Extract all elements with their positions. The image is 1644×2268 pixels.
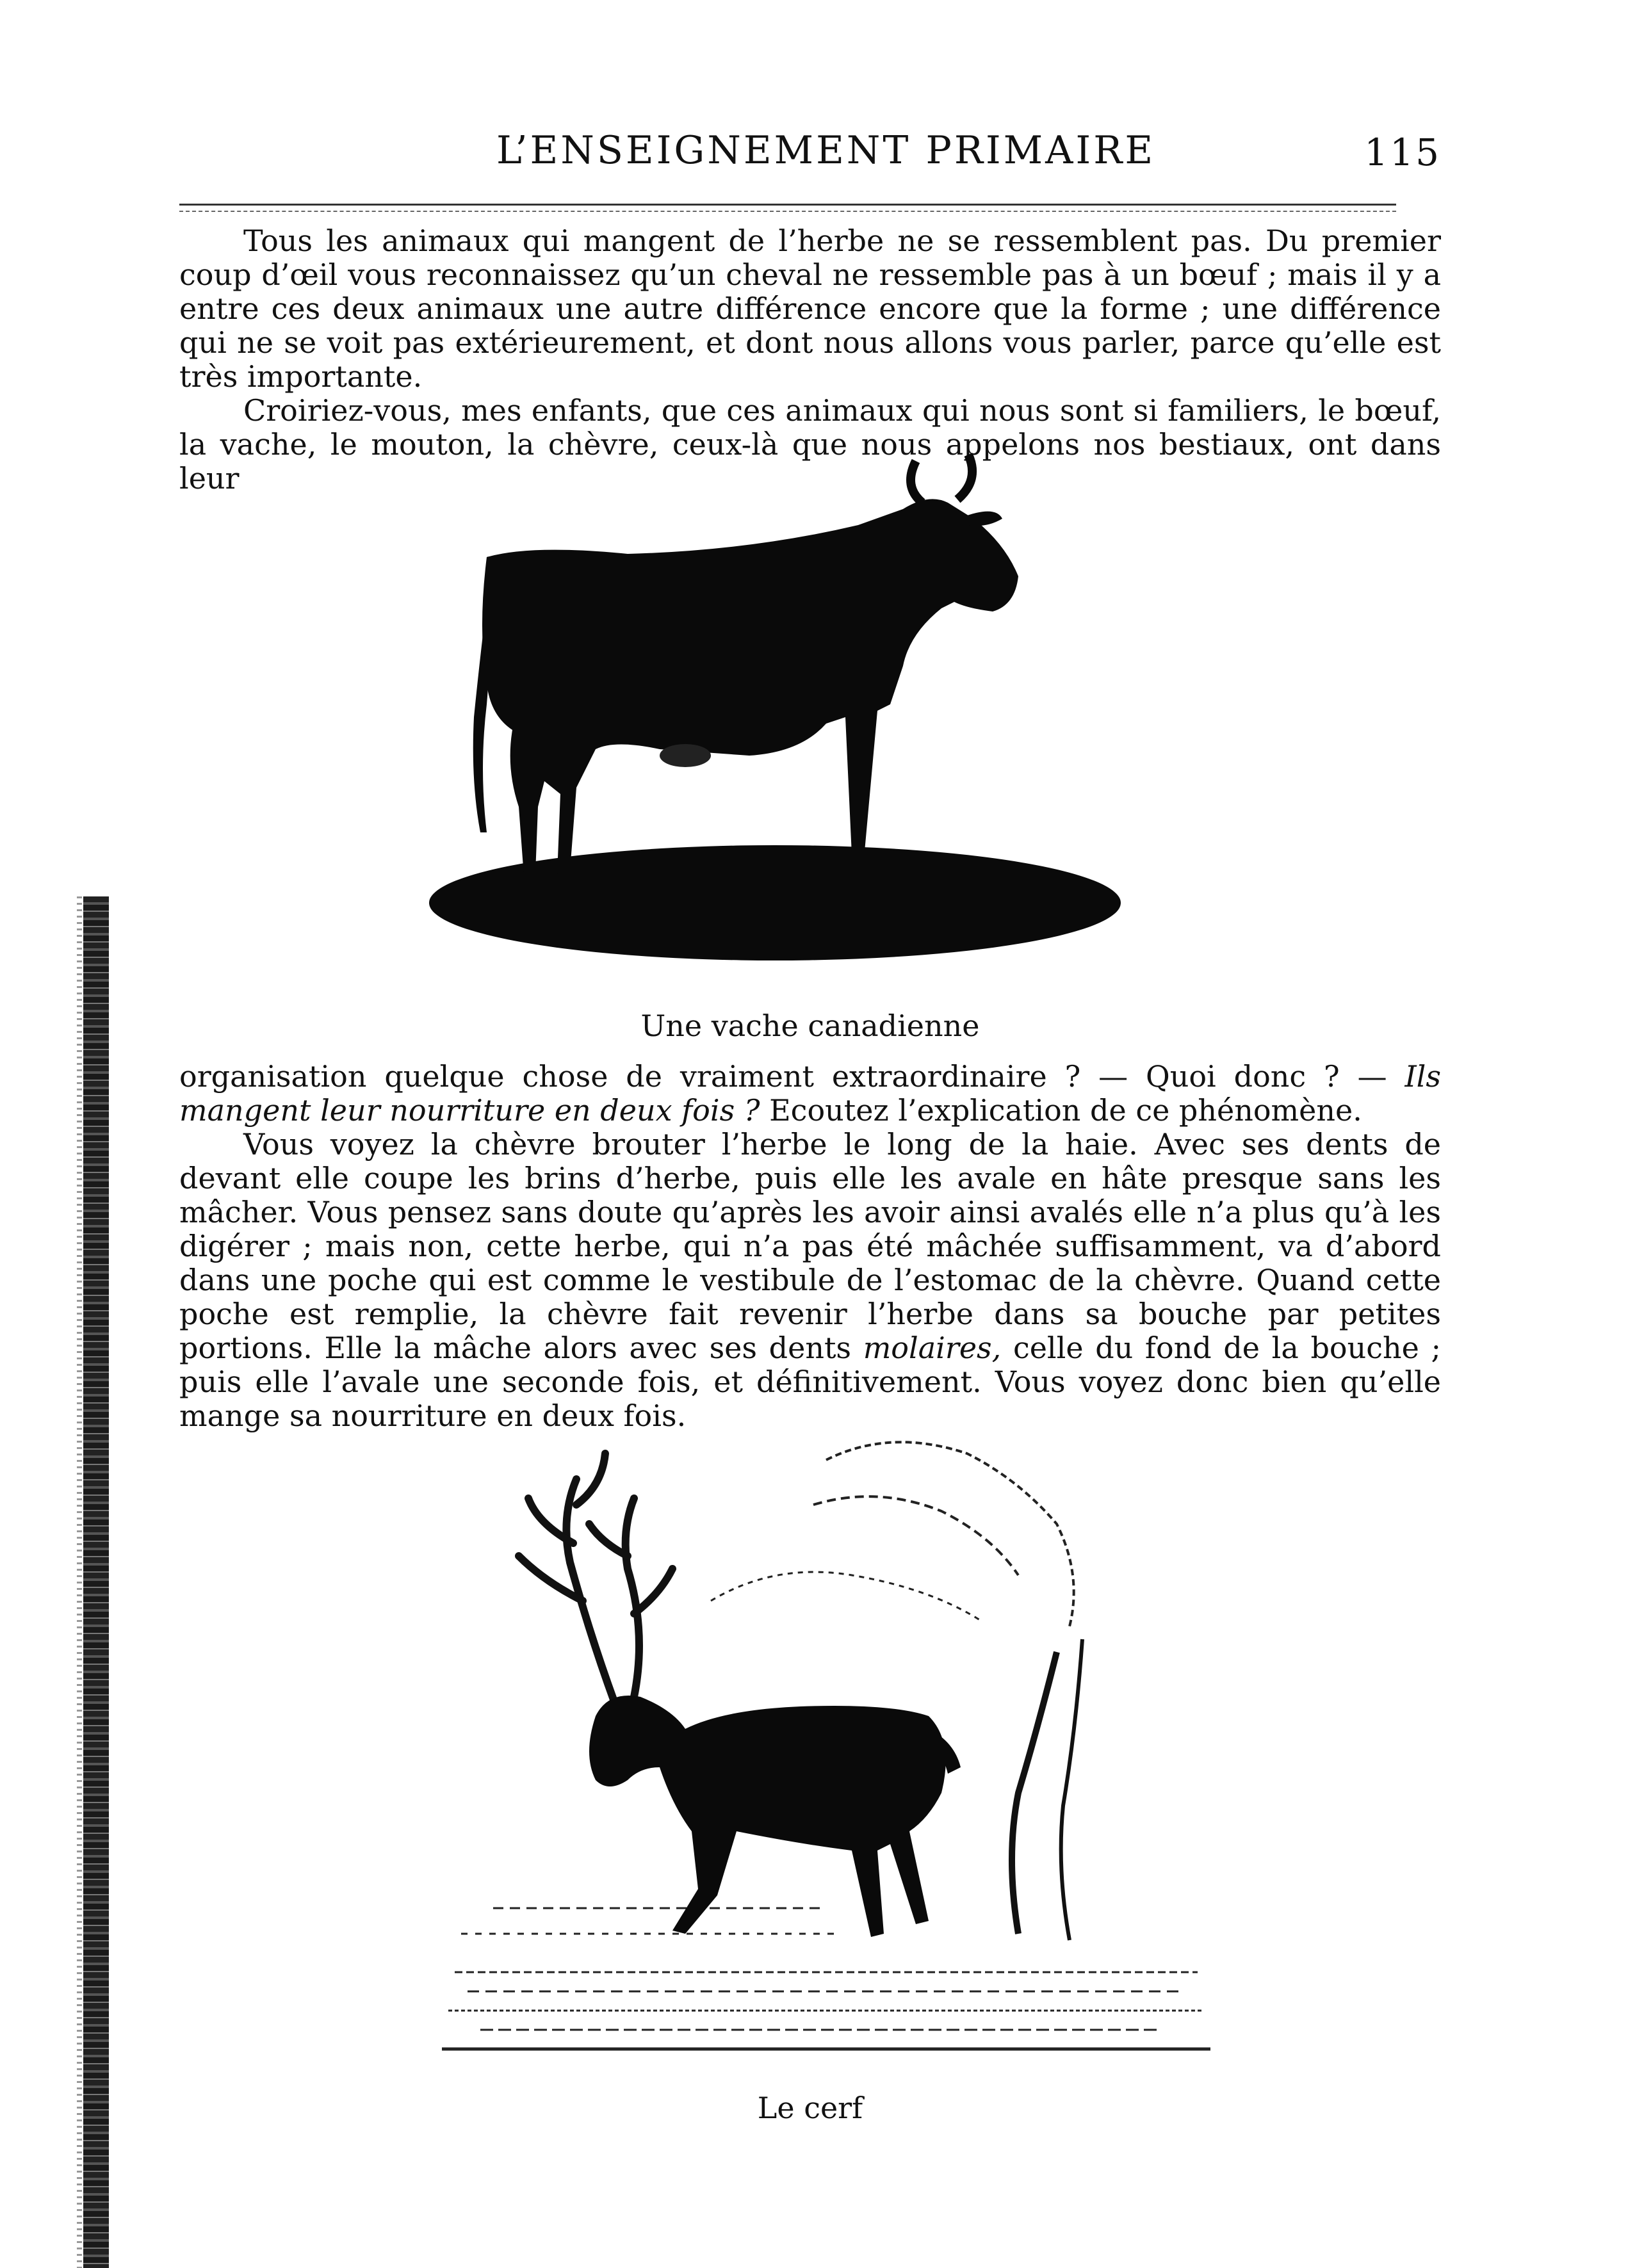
paragraph — [179, 1128, 1441, 1433]
deer-caption: Le cerf — [757, 2091, 863, 2125]
text-run: organisation quelque chose de vraiment extraordinaire ? — Quoi donc ? — — [179, 1059, 1405, 1094]
deer-illustration — [442, 1409, 1210, 2062]
page-number: 115 — [1364, 131, 1441, 174]
page-header — [179, 128, 1441, 179]
text-run: Vous voyez la chèvre brouter l’herbe le long de la haie. Avec ses dents de devant elle coupe les brins d’herbe, puis elle les avale en hâte presque sans les mâcher. Vous pensez sans doute qu’après les avoir ainsi avalés elle n’a plus qu’à les digérer ; mais non, cette herbe, qui n’a pas été mâchée suffisamment, va d’abord dans une poche qui est comme le vestibule de l’estomac de la chèvre. Quand cette poche est remplie, la chèvre fait revenir l’herbe dans sa bouche par petites portions. Elle la mâche alors avec ses dents — [179, 1127, 1441, 1365]
text-run: celle du fond de la bouche ; puis elle l’avale une seconde fois, et définitivement. Vous voyez donc bien qu’elle mange sa nourriture en deux fois. — [179, 1331, 1441, 1433]
paragraph: Croiriez-vous, mes enfants, que ces animaux qui nous sont si familiers, le bœuf, la vache, le mouton, la chèvre, ceux-là que nous appelons nos bestiaux, ont dans leur — [179, 393, 1441, 496]
italic-text: Ils mangent leur nourriture en deux fois ? — [179, 1059, 1441, 1128]
italic-text: molaires, — [863, 1331, 1002, 1365]
book-binding-edge — [83, 896, 109, 2268]
running-title: L’ENSEIGNEMENT PRIMAIRE — [496, 128, 1156, 173]
cow-illustration — [416, 448, 1146, 999]
header-rule — [179, 204, 1396, 212]
paragraph — [179, 1060, 1441, 1128]
cow-caption: Une vache canadienne — [640, 1008, 980, 1043]
main-text — [179, 1060, 1441, 1433]
text-run: Ecoutez l’explication de ce phénomène. — [760, 1093, 1362, 1128]
paragraph: Tous les animaux qui mangent de l’herbe ne se ressemblent pas. Du premier coup d’œil vous reconnaissez qu’un cheval ne ressemble pas à un bœuf ; mais il y a entre ces deux animaux une autre différence encore que la forme ; une différence qui ne se voit pas extérieurement, et dont nous allons vous parler, parce qu’elle est très importante. — [179, 223, 1441, 394]
